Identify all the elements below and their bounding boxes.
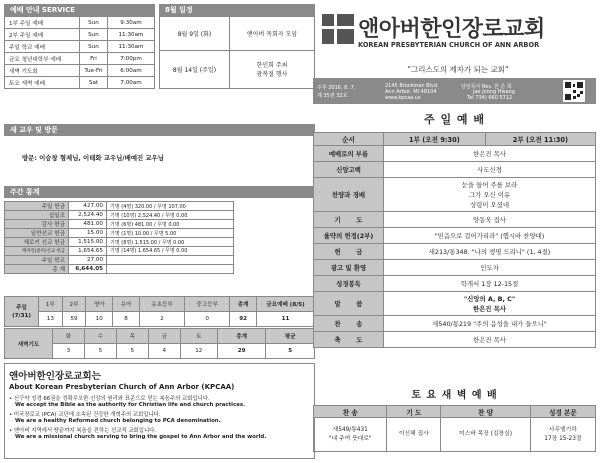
order-row [314,276,596,292]
service-day: Tue-Fri [80,65,108,77]
offering-row [5,211,234,220]
offering-name: 캐머런(중미)선교 헌금 [5,247,69,256]
attendance-header: 1부 [39,297,63,312]
dawn-stats-value: 5 [84,344,116,359]
dawn-header: 찬 송 [314,406,387,418]
dawn-section [313,405,596,452]
offering-note: 기명 (14명) 1,654.65 / 무명 0.00 [107,247,234,256]
attendance-table [4,296,315,327]
church-logo [322,14,354,44]
order-label: 찬 송 [314,316,384,332]
qr-code-icon [563,80,585,102]
order-label: 축 도 [314,332,384,348]
dawn-stats-label: 새벽기도 [5,329,53,359]
dawn-value: 이신혜 집사 [387,418,441,452]
dawn-stats-header: 평균 [266,329,315,344]
order-value: 한은진 목사 [384,332,596,348]
offering-section [4,201,234,274]
bullet-icon: • [9,396,14,402]
service-row [5,65,155,77]
issue-volume: 제 35권 32호 [317,93,348,99]
about-item-ko-text: 미국장로교 (PCA) 교단에 소속된 건강한 개혁주의 교회입니다. [13,412,161,418]
attendance-header: 영아 [86,297,113,312]
about-item [9,426,310,440]
service-name: 1부 주일 예배 [5,17,80,29]
offering-note [107,255,234,264]
order-value: 사도신경 [384,162,596,178]
about-item-en: We are a healthy Reformed church belonging to PCA denomination. [15,418,221,424]
about-item [9,410,310,424]
service-day: Sun [80,17,108,29]
offering-name: 주일 학교 [5,255,69,264]
order-value: 새213/통348. "나의 생명 드리니" (1, 4절) [384,244,596,260]
dawn-stats-value: 29 [217,344,266,359]
schedule-section [159,4,315,89]
offering-note: 기명 (1명) 10.00 / 무명 5.00 [107,229,234,238]
order-title: 주 일 예 배 [424,113,485,126]
order-label: 기 도 [314,212,384,228]
about-item-ko [9,410,310,418]
offering-row [5,247,234,256]
schedule-date: 8월 14일 (주일) [160,51,230,89]
about-section [4,363,315,459]
dawn-header-row [314,406,596,418]
about-item-ko [9,394,310,402]
order-row [314,162,596,178]
service-time: 7:00pm [108,53,155,65]
pastor-label: 담임목사 Rev. 한 준 희 [461,84,512,90]
schedule-table [159,16,315,89]
bullet-icon: • [9,428,14,434]
weekly-header: 주간 통계 [4,186,315,198]
motto: "그리스도의 제자가 되는 교회" [407,65,509,74]
order-row [314,260,596,276]
dawn-stats-header: 총계 [217,329,266,344]
issue-date: 주후 2016. 8. 7. [317,85,356,91]
info-bar [313,78,596,104]
order-value: "믿음으로 걸어가리라" (헵시바 찬양대) [384,228,596,244]
about-item-en: We are a missional church serving to bring the gospel to Ann Arbor and the world. [15,434,267,440]
dawn-value: 새549/통431 "내 주여 뜻대로" [314,418,387,452]
order-label: 성경봉독 [314,276,384,292]
offering-row [5,220,234,229]
order-row [314,316,596,332]
order-value: 눈을 들어 주를 보라 그가 오신 이유 성령이 오셨네 [384,178,596,212]
order-label: 율약의 헌정(2부) [314,228,384,244]
attendance-header: 2부 [62,297,86,312]
dawn-stats-section [4,328,315,359]
schedule-header: 8월 일정 [159,4,315,16]
about-item [9,394,310,408]
order-value: 학개서 1장 12-15절 [384,276,596,292]
offering-name: 십일조 [5,211,69,220]
offering-amount: 1,515.00 [69,238,107,247]
service-name: 새벽 기도회 [5,65,80,77]
order-header: 2부 (오전 11:30) [485,133,595,146]
offering-note: 기명 (4명) 320.00 / 무명 107.00 [107,202,234,211]
order-label: 말 씀 [314,292,384,316]
service-name: 토요 새벽 예배 [5,77,80,89]
offering-row [5,264,234,273]
address-line2: Ann Arbor, MI 48104 [385,89,437,95]
about-item-en: We accept the Bible as the authority for Christian life and church practices. [15,402,246,408]
dawn-stats-header: 목 [116,329,148,344]
offering-name: 일반선교 헌금 [5,229,69,238]
dawn-header: 성경 본문 [530,406,595,418]
offering-row [5,238,234,247]
attendance-header: 유아 [113,297,140,312]
offering-amount: 1,654.65 [69,247,107,256]
dawn-stats-header: 금 [148,329,180,344]
dawn-stats-header: 화 [53,329,85,344]
order-row [314,244,596,260]
dawn-value-row [314,418,596,452]
attendance-value: 13 [39,312,63,327]
order-value: 새540/통219 "주의 음성을 내가 들으니" [384,316,596,332]
service-time: 9:30am [108,17,155,29]
offering-note: 기명 (6명) 481.00 / 무명 0.00 [107,220,234,229]
offering-name: 체로키 선교 헌금 [5,238,69,247]
dawn-stats-header: 토 [180,329,217,344]
visitors-header: 새 교우 및 방문 [4,124,315,136]
service-day: Sun [80,29,108,41]
order-label: 광고 및 환영 [314,260,384,276]
about-title-en: About Korean Presbyterian Church of Ann Arbor (KPCAA) [9,383,235,391]
order-table [313,132,596,348]
schedule-date: 8월 9일 (화) [160,17,230,51]
service-name: 2부 주일 예배 [5,29,80,41]
about-list [9,394,310,440]
attendance-header: 유초등부 [139,297,184,312]
service-section [4,4,155,89]
order-value: 한은진 목사 [384,146,596,162]
about-item-ko-text: 신구약 성경 66권을 정확무오한 신앙의 원리와 표준으로 믿는 복음주의 교회입니다. [13,396,210,402]
service-row [5,29,155,41]
offering-amount: 427.00 [69,202,107,211]
attendance-value: 11 [257,312,315,327]
service-time: 7:00am [108,77,155,89]
cross-logo-icon [322,14,354,44]
service-time: 11:30am [108,41,155,53]
website: www.kpcaa.us [385,95,421,101]
attendance-value: 59 [62,312,86,327]
order-value: "신앙의 A, B, C" 한은진 목사 [384,292,596,316]
offering-note: 기명 (8명) 1,515.00 / 무명 0.00 [107,238,234,247]
schedule-event: 앤아버 목회자 모임 [230,17,315,51]
order-row [314,228,596,244]
attendance-value: 0 [185,312,230,327]
service-row [5,41,155,53]
about-title-ko: 앤아버한인장로교회는 [9,371,101,382]
attendance-header: 총계 [230,297,257,312]
service-table [4,16,155,89]
dawn-stats-table [4,328,315,359]
service-time: 11:30am [108,29,155,41]
offering-note: 기명 (10명) 2,524.40 / 무명 0.00 [107,211,234,220]
dawn-stats-value: 4 [148,344,180,359]
service-row [5,17,155,29]
offering-name: 감사 헌금 [5,220,69,229]
service-time: 6:00am [108,65,155,77]
order-row [314,146,596,162]
offering-amount: 15.00 [69,229,107,238]
dawn-title: 토 요 새 벽 예 배 [411,390,498,401]
order-header-row [314,133,596,146]
phone: Tel 734) 660 5712 [467,95,513,101]
dawn-header: 찬 양 [441,406,531,418]
dawn-value: 사무엘기하 17장 15-23절 [530,418,595,452]
order-row [314,212,596,228]
attendance-label: 주일 (7/31) [5,297,39,327]
pastor-name: Jae Joong Hwang [473,89,515,95]
about-item-ko-text: 앤아버 지역에서 땅끝까지 복음을 전하는 선교적 교회입니다. [13,428,157,434]
order-label: 예배로의 부름 [314,146,384,162]
offering-name: 주일 헌금 [5,202,69,211]
dawn-stats-value: 3 [53,344,85,359]
order-header: 순서 [314,133,384,146]
dawn-header: 기 도 [387,406,441,418]
offering-amount: 6,644.05 [69,264,107,273]
service-row [5,77,155,89]
church-name-ko: 앤아버한인장로교회 [358,17,545,42]
service-name: 금요 청년대학부 예배 [5,53,80,65]
service-header: 예배 안내 SERVICE [4,4,155,16]
offering-note [107,264,234,273]
offering-amount: 27.00 [69,255,107,264]
order-value: 양동욱 집사 [384,212,596,228]
service-day: Sun [80,41,108,53]
attendance-header: 금요예배 (8/5) [257,297,315,312]
service-day: Fri [80,53,108,65]
offering-row [5,202,234,211]
offering-row [5,229,234,238]
order-row [314,332,596,348]
attendance-value: 8 [113,312,140,327]
about-item-ko [9,426,310,434]
offering-row [5,255,234,264]
dawn-stats-header-row [5,329,315,344]
offering-table [4,201,234,274]
attendance-value: 92 [230,312,257,327]
attendance-header-row [5,297,315,312]
church-name-en: KOREAN PRESBYTERIAN CHURCH OF ANN ARBOR [358,41,540,49]
attendance-section [4,296,315,327]
attendance-header: 중고등부 [185,297,230,312]
dawn-stats-value: 5 [266,344,315,359]
dawn-stats-value: 12 [180,344,217,359]
service-row [5,53,155,65]
service-day: Sat [80,77,108,89]
attendance-value-row [5,312,315,327]
service-name: 주일 학교 예배 [5,41,80,53]
dawn-value: 미스바 목장 (김창실) [441,418,531,452]
attendance-value: 10 [86,312,113,327]
order-label: 신앙고백 [314,162,384,178]
order-label: 헌 금 [314,244,384,260]
order-header: 1부 (오전 9:30) [384,133,486,146]
order-value: 인도자 [384,260,596,276]
dawn-stats-header: 수 [84,329,116,344]
bullet-icon: • [9,412,14,418]
offering-name: 총 계 [5,264,69,273]
order-row [314,292,596,316]
dawn-stats-value: 5 [116,344,148,359]
schedule-event: 한인회 주최 광복절 행사 [230,51,315,89]
offering-amount: 481.00 [69,220,107,229]
offering-amount: 2,524.40 [69,211,107,220]
visitors-text: 방문: 이승창 형제님, 이태화 교우님/배예진 교우님 [22,154,164,162]
order-section [313,132,596,348]
order-row [314,178,596,212]
order-label: 찬양과 경배 [314,178,384,212]
address-line1: 2145 Brockman Blvd. [385,83,439,89]
dawn-table [313,405,596,452]
attendance-value: 2 [139,312,184,327]
